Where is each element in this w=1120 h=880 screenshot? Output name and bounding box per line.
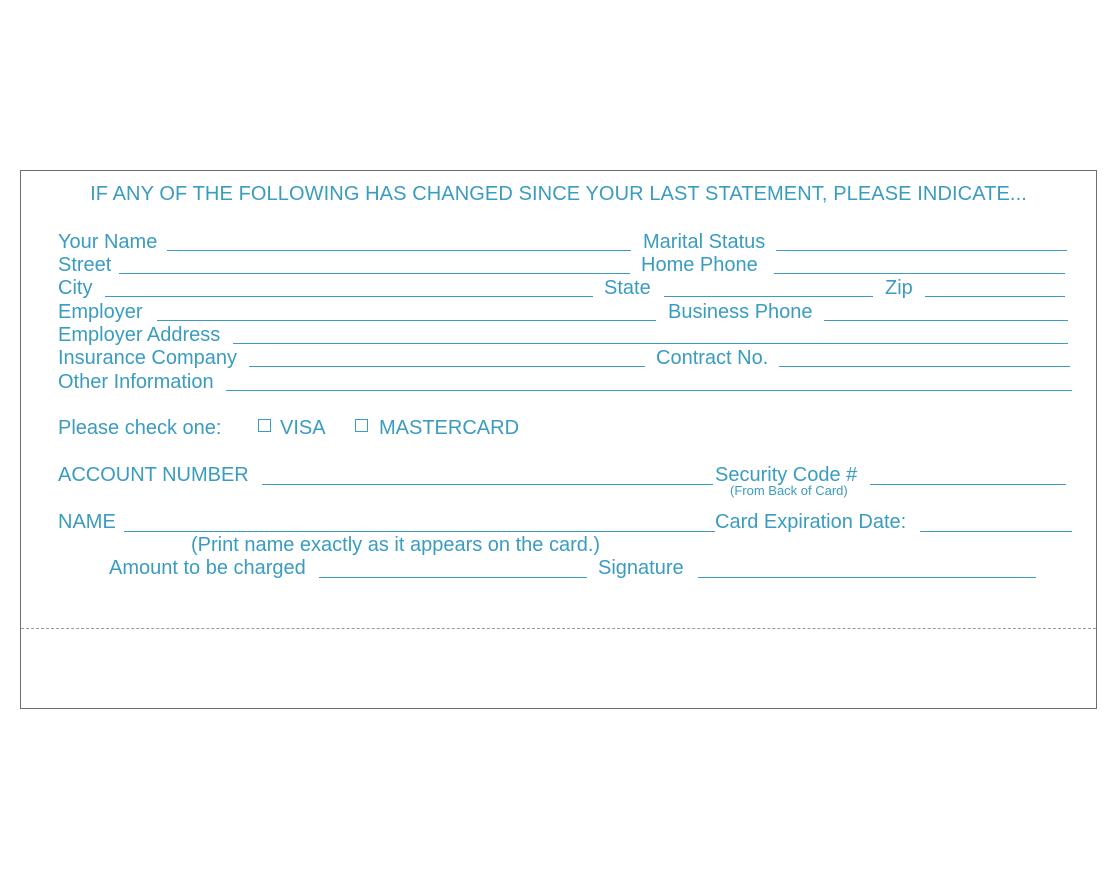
print-name-note: (Print name exactly as it appears on the card.) xyxy=(191,534,601,556)
security-code-label: Security Code # xyxy=(715,464,858,486)
visa-label: VISA xyxy=(280,417,326,439)
account-number-field[interactable] xyxy=(262,484,713,485)
cardholder-name-field[interactable] xyxy=(124,531,715,532)
street-label: Street xyxy=(58,254,112,276)
mastercard-label: MASTERCARD xyxy=(379,417,520,439)
home-phone-field[interactable] xyxy=(774,273,1065,274)
security-code-field[interactable] xyxy=(870,484,1066,485)
employer-field[interactable] xyxy=(157,320,656,321)
other-information-label: Other Information xyxy=(58,371,214,393)
home-phone-label: Home Phone xyxy=(641,254,758,276)
zip-label: Zip xyxy=(885,277,913,299)
state-label: State xyxy=(604,277,651,299)
visa-checkbox[interactable] xyxy=(258,419,271,432)
form-heading: IF ANY OF THE FOLLOWING HAS CHANGED SINCE YOUR LAST STATEMENT, PLEASE INDICATE... xyxy=(90,183,1027,205)
marital-status-field[interactable] xyxy=(776,250,1067,251)
from-back-note: (From Back of Card) xyxy=(730,483,848,498)
payment-update-form xyxy=(20,170,1097,709)
employer-address-field[interactable] xyxy=(233,343,1068,344)
signature-field[interactable] xyxy=(698,577,1036,578)
business-phone-label: Business Phone xyxy=(668,301,813,323)
other-information-field[interactable] xyxy=(226,390,1072,391)
marital-status-label: Marital Status xyxy=(643,231,766,253)
amount-field[interactable] xyxy=(319,577,587,578)
amount-label: Amount to be charged xyxy=(109,557,306,579)
employer-address-label: Employer Address xyxy=(58,324,221,346)
account-number-label: ACCOUNT NUMBER xyxy=(58,464,249,486)
card-expiration-label: Card Expiration Date: xyxy=(715,511,907,533)
perforation-line xyxy=(21,628,1096,629)
street-field[interactable] xyxy=(119,273,630,274)
signature-label: Signature xyxy=(598,557,684,579)
insurance-company-field[interactable] xyxy=(249,366,645,367)
mastercard-checkbox[interactable] xyxy=(355,419,368,432)
contract-no-label: Contract No. xyxy=(656,347,769,369)
check-one-label: Please check one: xyxy=(58,417,222,439)
zip-field[interactable] xyxy=(925,296,1065,297)
your-name-field[interactable] xyxy=(167,250,631,251)
name-label: NAME xyxy=(58,511,116,533)
contract-no-field[interactable] xyxy=(779,366,1070,367)
your-name-label: Your Name xyxy=(58,231,158,253)
business-phone-field[interactable] xyxy=(824,320,1068,321)
insurance-company-label: Insurance Company xyxy=(58,347,237,369)
card-expiration-field[interactable] xyxy=(920,531,1072,532)
state-field[interactable] xyxy=(664,296,873,297)
employer-label: Employer xyxy=(58,301,143,323)
city-label: City xyxy=(58,277,93,299)
city-field[interactable] xyxy=(105,296,593,297)
